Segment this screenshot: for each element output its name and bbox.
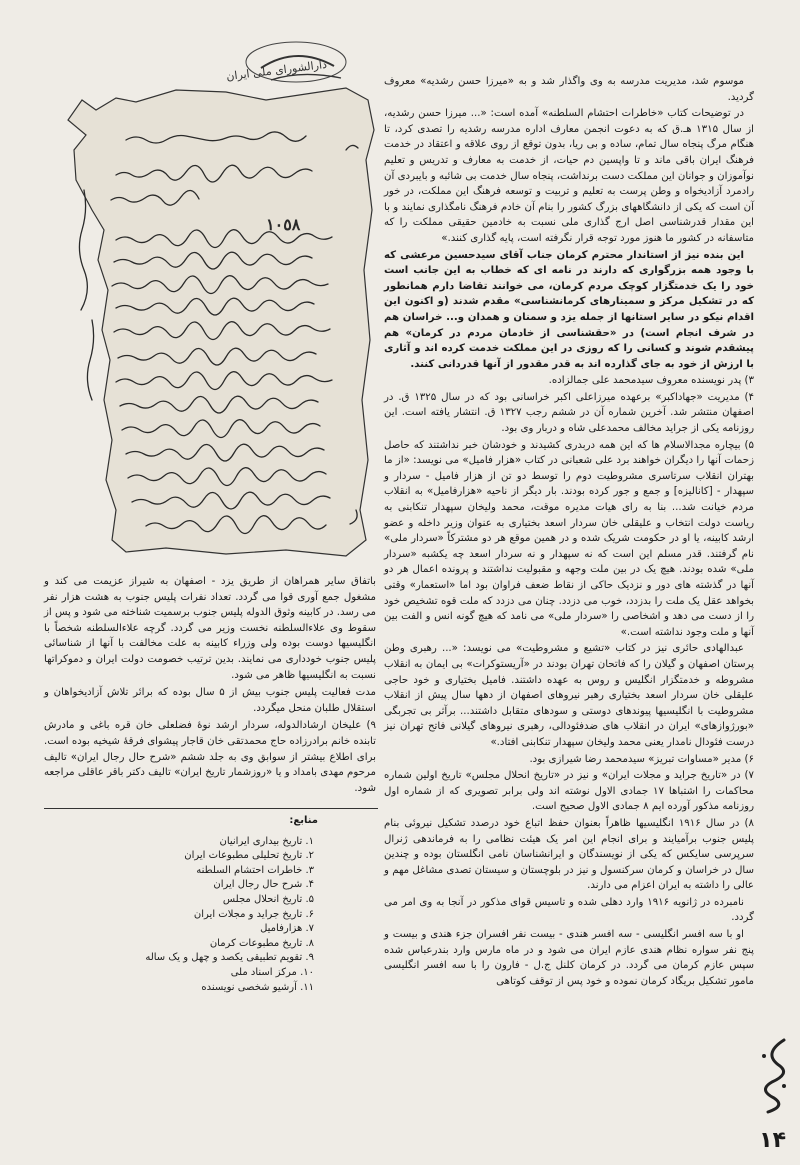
paragraph: نامبرده در ژانویه ۱۹۱۶ وارد دهلی شده و تاسیس قوای مذکور در آنجا به وی امر می گردد. xyxy=(384,896,754,924)
note-9: ۹) علیخان ارشادالدوله، سردار ارشد نوۀ فضلعلی خان قره باغی و مادرش تابنده خانم برادرزاده حاج محمدتقی خان قاجار پیشوای فرقۀ شیخیه بوده است. برای اطلاع بیشتر از سوابق وی به جلد ششم «شرح حال رجال ایران» تالیف مرحوم مهدی بامداد و یا «روزشمار تاریخ ایران» تالیف دکتر باقر عاقلی مراجعه شود. xyxy=(44,720,376,794)
source-item: ۶. تاریخ جراید و مجلات ایران xyxy=(193,908,314,920)
note-7: ۷) در «تاریخ جراید و مجلات ایران» و نیز در «تاریخ انحلال مجلس» تاریخ اولین شماره محاکمات را اشتباها ۱۷ جمادی الاول نوشته اند ولی برابر تصویری که از شماره اول روزنامه مذکور آورده ایم ۸ جمادی الاول صحیح است. xyxy=(384,770,754,813)
sources-divider xyxy=(44,808,378,809)
sources-list xyxy=(44,835,378,996)
source-item: ۳. خاطرات احتشام السلطنه xyxy=(196,864,314,876)
source-item: ۴. شرح حال رجال ایران xyxy=(213,879,314,891)
paragraph: این بنده نیز از استاندار محترم کرمان جناب آقای سیدحسین مرعشی که با وجود همه بزرگواری که دارند در نامه ای که خطاب به این جانب است خود را یک خدمتگزار کوچک مردم کرمان، می خوانند تقاضا دارم همانطور که در تشکیل مرکز و سمینارهای کرمانشناسی» مقدم شدند (و اکنون این اقدام نیکو در سایر استانها از جمله یزد و سمنان و همدان و... خراسان هم در شرف انجام است) در «حقشناسی از خادمان مردم در کرمان» هم پیشقدم شوند و کسانی را که روزی در این مملکت خدمت کرده اند و آثاری با ارزش از خود به جای گذارده اند به قدر مقدور از آنها قدردانی کنند. xyxy=(384,249,754,370)
left-column xyxy=(44,574,376,798)
kerman-logo-icon xyxy=(754,1036,794,1116)
paragraph: عبدالهادی حائری نیز در کتاب «تشیع و مشروطیت» می نویسد: «... رهبری وطن پرستان اصفهان و گیلان را که فاتحان تهران بودند در «آریستوکرات» بی ایمان به انقلاب مشروطه و خدمتگزار انگلیس و روس به عهده داشتند. فامیل بختیاری و خود حاجی علیقلی خان سردار اسعد بختیاری رهبر نیروهای اصفهان از دهها سال پیش از انقلاب مشروطیت با انگلیسیها پیوندهای دوستی و سودهای متقابل داشتند... برآثر بی تجربگی «بورژوازهای» ایران در انقلاب های ضدفئودالی، رهبری نیروهای گیلانی فاتح تهران نیز درست فئودال نامدار یعنی محمد ولیخان سپهدار تنکابنی افتاد.» xyxy=(384,643,754,748)
page-number: ۱۴ xyxy=(759,1128,786,1153)
source-item: ۷. هزارفامیل xyxy=(260,923,314,935)
source-item: ۱۱. آرشیو شخصی نویسنده xyxy=(201,981,314,993)
paragraph: مدت فعالیت پلیس جنوب بیش از ۵ سال بوده که برائر تلاش آزادیخواهان و استقلال طلبان منحل میگردد. xyxy=(44,687,376,714)
paragraph: او با سه افسر انگلیسی - سه افسر هندی - بیست نفر افسران جزء هندی و بیست و پنج نفر سواره نظام هندی عازم ایران می شود و در ماه مارس وارد بندرعباس شده سپس عازم کرمان می گردد. در کرمان کلنل ج.ل - فارون را با سه افسر انگلیسی مامور تشکیل بریگاد کرمان نموده و خود پس از توقف کوتاهی xyxy=(384,929,754,987)
sources-heading: منابع: xyxy=(289,815,318,826)
paragraph: در توضیحات کتاب «خاطرات احتشام السلطنه» آمده است: «... میرزا حسن رشدیه، از سال ۱۳۱۵ هـ.ق که به دعوت انجمن معارف اداره مدرسه رشدیه را تصدی کرد، تا هنگام مرگ پنجاه سال تمام، ساده و بی ریا، بدون توقع از روی علاقه و اعتقاد در خدمت فرهنگ ایران باقی ماند و تا واپسین دم حیات، از خدمت به معارف و تدریس و تعلیم نوآموزان و جوانان این مملکت دست برنداشت، پنجاه سال خدمت بی شائبه و بایبردی آن رادمرد آزادیخواه و وطن پرست به تعلیم و تربیت و توسعه فرهنگ این مملکت، در خور آن است که یکی از دانشگاههای بزرگ کشور را بنام آن خادم فرهنگ نامگذاری نمایند و با این مقدار قدرشناسی اصل ارج گذاری ملی نسبت به خادمین حقیقی مملکت را که متاسفانه در کشور ما هنوز مورد توجه قرار نگرفته است، پایه گذاری کنند.» xyxy=(384,108,754,244)
sources-section xyxy=(44,814,378,995)
note-5: ۵) بیچاره مجدالاسلام ها که این همه دربدری کشیدند و خودشان خبر نداشتند که حاصل زحمات آنها را دیگران خواهند برد علی شعبانی در کتاب «هزار فامیل» می نویسد: «از ما بهتران انقلاب سرتاسری مشروطیت دوم را توسط دو تن از هزار فامیل - سردار و سپهدار - [کانالیزه] و جمع و جور کرده بودند. بار دیگر از ناحیه «هزارفامیل» به انقلاب مردم خیانت شد... بنا به رای هیات مدیره موقت، محمد ولیخان سپهدار تنکابنی به ریاست دولت انتخاب و علیقلی خان سردار اسعد بختیاری به عنوان وزیر داخله و عضو ارشد کابینه، یا او در حکومت شریک شده و در همین موقع هر دو مشترکاً «سردار ملی» نام گرفتند. قدر مسلم این است که نه سپهدار و نه سردار اسعد چه یکشبه «سردار ملی» شده بودند. هیچ یک در بین ملت وجهه و مقبولیت نداشتند و پرونده اعمال هر دو آنها در گذشته های دور و نزدیک حاکی از نقاط ضعف فراوان بود اما «استعمار» وقتی بخواهد عقل یک ملت را بدزدد، خوب می دزدد. چنان می دزدد که ملت قوه تشخیص خود را از دست می دهد و اشخاصی را «سردار ملی» می نامد که هیچ گونه انس و الفت بین آنها و ملت وجود نداشته است.» xyxy=(384,439,754,638)
source-item: ۹. تقویم تطبیقی یکصد و چهل و یک ساله xyxy=(145,952,314,964)
note-8: ۸) در سال ۱۹۱۶ انگلیسیها ظاهراً بعنوان حفظ اتباع خود درصدد تشکیل نیروئی بنام پلیس جنوب برآمیایند و برای انجام این امر یک هیئت نظامی را به فرماندهی ژنرال سرپرسی سایکس که یکی از نویسندگان و ایرانشناسان نامی انگلستان بوده و چندین سال در خراسان و کرمان سرکنسول و نیز در بلوچستان و سیستان تصدی مشاغل مهم و عالی را داشته به ایران اعزام می دارند. xyxy=(384,817,754,892)
manuscript-number: ١٠٥٨ xyxy=(266,215,301,234)
note-3: ۳) پدر نویسنده معروف سیدمحمد علی جمالزاده. xyxy=(548,375,754,387)
note-6: ۶) مدیر «مساوات تبریز» سیدمحمد رضا شیرازی بود. xyxy=(529,753,754,765)
source-item: ۸. تاریخ مطبوعات کرمان xyxy=(209,937,314,949)
manuscript-image xyxy=(56,40,378,562)
source-item: ۱۰. مرکز اسناد ملی xyxy=(230,966,314,978)
source-item: ۵. تاریخ انحلال مجلس xyxy=(222,893,314,905)
source-item: ۱. تاریخ بیداری ایرانیان xyxy=(219,835,314,847)
source-item: ۲. تاریخ تحلیلی مطبوعات ایران xyxy=(184,850,314,862)
paragraph: موسوم شد، مدیریت مدرسه به وی واگذار شد و به «میرزا حسن رشدیه» معروف گردید. xyxy=(384,76,754,103)
right-column xyxy=(384,74,754,990)
manuscript-header-line: دارالشورای ملی ایران xyxy=(225,57,328,84)
note-4: ۴) مدیریت «جهاداکبر» برعهده میرزاعلی اکبر خراسانی بود که در سال ۱۳۲۵ ق. در اصفهان منتشر شد. آخرین شماره آن در ششم رجب ۱۳۲۷ ق. انتشار یافته است. این روزنامه یکی از جراید مخالف محمدعلی شاه و دربار وی بود. xyxy=(384,391,755,435)
manuscript-drawing xyxy=(56,40,378,562)
paragraph: باتفاق سایر همراهان از طریق یزد - اصفهان به شیراز عزیمت می کند و مشغول جمع آوری قوا می گردد. تعداد نفرات پلیس جنوب به هشت هزار نفر می رسد. در کابینه وثوق الدوله پلیس جنوب برسمیت شناخته می شود و پس از سقوط وی علاءالسلطنه نخست وزیر می گردد. گرچه علاءالسلطنه شخصاً با انگلیسیها دوست بوده ولی وزراء کابینه به علت مخالفت با آنها از شناسائی پلیس جنوب خودداری می نمایند. بدین ترتیب خصومت دولت ایران و دموکراتها نسبت به انگلیسیها ظاهر می شود. xyxy=(44,576,376,681)
